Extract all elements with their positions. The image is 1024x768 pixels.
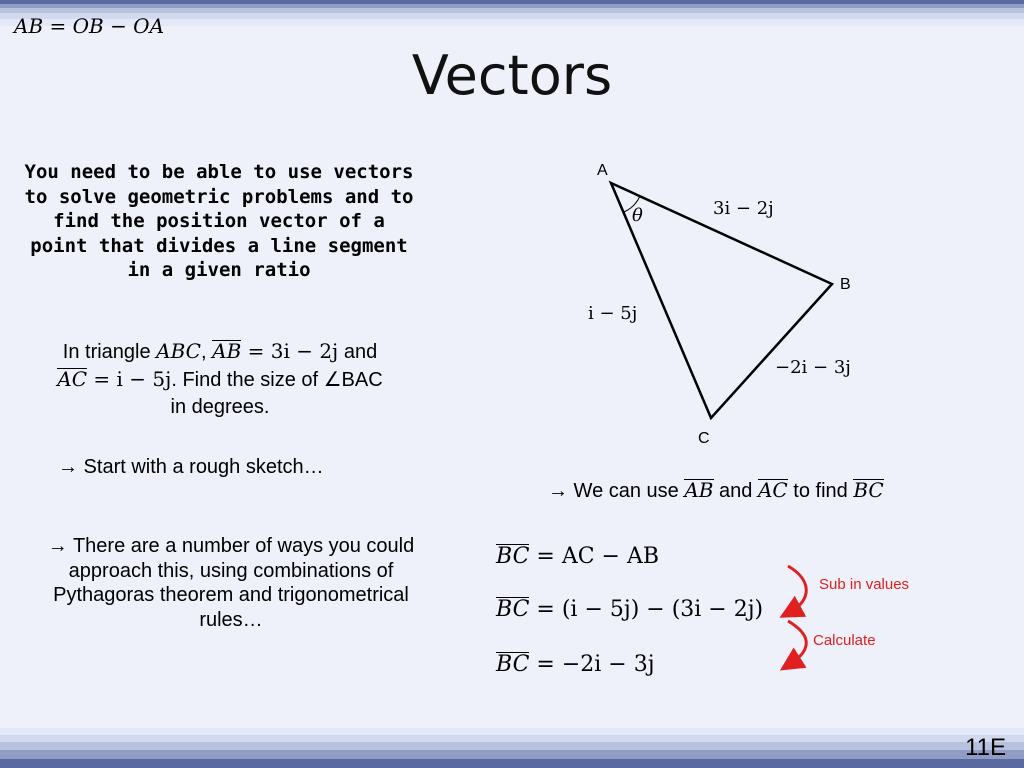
problem-ac-eq: = i − 5j [87,367,172,391]
use-ac: AC [757,478,788,502]
calculate-note: Calculate [813,632,876,649]
calc-line-1-lhs: BC [496,544,530,569]
calc-line-2-lhs: BC [496,597,530,622]
problem-triangle: ABC [156,339,201,363]
problem-ab-eq: = 3i − 2j [241,339,339,363]
ac-side-label: i − 5j [588,303,638,324]
bc-side-label: −2i − 3j [775,357,851,378]
problem-ab-vector: AB [212,339,242,363]
use-pre: → We can use [548,480,685,502]
sub-arrow [788,566,806,612]
approach-text: → There are a number of ways you could approach this, using combinations of Pythagoras theorem and trigonometrical rules… [47,535,415,631]
problem-statement: In triangle ABC, AB = 3i − 2j and AC = i − 5j. Find the size of ∠BAC in degrees. [57,339,383,418]
use-ab: AB [684,478,714,502]
problem-pre: In triangle [62,341,157,363]
page-number: 11E [965,734,1006,761]
page-title: Vectors [411,44,613,107]
header-formula: AB = OB − OA [14,14,165,38]
calc-line-2-rhs: = (i − 5j) − (3i − 2j) [529,597,764,622]
angle-theta-label: θ [632,205,643,226]
ab-side-label: 3i − 2j [713,198,774,219]
calc-line-3-lhs: BC [496,652,530,677]
sketch-line: → Start with a rough sketch… [58,456,324,478]
sub-in-values-note: Sub in values [819,576,910,593]
calc-line-3-rhs: = −2i − 3j [529,652,655,677]
vertex-a-label: A [597,162,608,179]
problem-find: . Find the size of ∠BAC [171,369,383,391]
use-post: to find [787,480,854,502]
vertex-b-label: B [840,276,851,293]
use-mid: and [713,480,758,502]
vertex-c-label: C [698,430,710,447]
problem-ac-vector: AC [57,367,88,391]
problem-degrees: in degrees. [170,396,270,418]
intro-text: You need to be able to use vectors to solve geometric problems and to find the position vector of a point that divides a line segment in a given ratio [24,161,414,281]
use-bc: BC [853,478,884,502]
problem-and: and [338,341,378,363]
calculate-arrow [788,621,806,664]
calc-line-1-rhs: = AC − AB [529,544,660,569]
